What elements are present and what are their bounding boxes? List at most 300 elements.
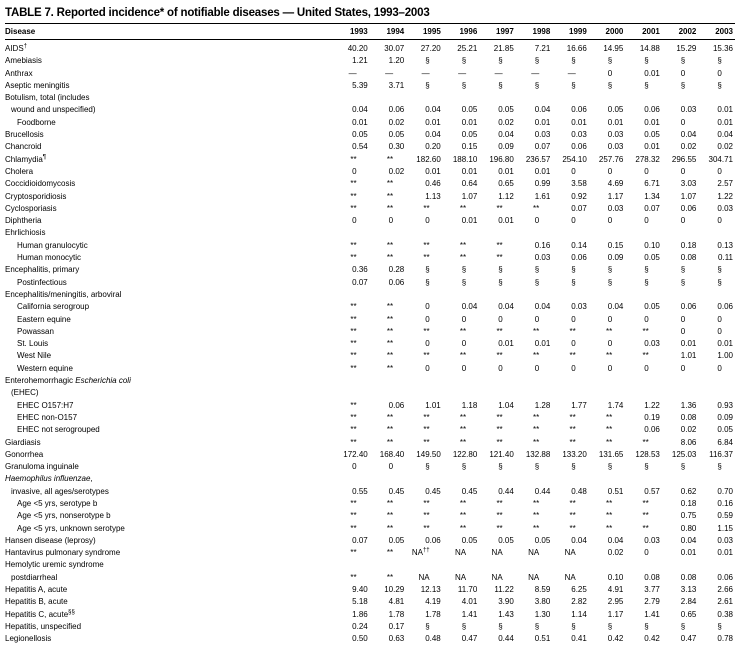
- value-cell: **: [386, 302, 394, 312]
- value-cell: **: [350, 240, 357, 250]
- value-cell: **: [569, 351, 576, 361]
- value-cell: 0.05: [607, 105, 624, 115]
- value-cell: 8.06: [680, 437, 697, 447]
- value-cell: **: [459, 425, 467, 435]
- value-cell: §: [607, 621, 613, 631]
- value-cell: 1.30: [534, 609, 551, 619]
- value-cell: 0: [498, 363, 503, 373]
- value-cell: §: [461, 56, 467, 66]
- value-cell: 0.64: [461, 179, 478, 189]
- value-cell: **: [386, 253, 394, 263]
- disease-label: Encephalitis, primary: [5, 265, 80, 275]
- disease-label: Botulism, total (includes: [5, 93, 90, 103]
- table-row: [5, 191, 735, 203]
- header-row: [5, 24, 735, 40]
- value-cell: 0.01: [607, 117, 624, 127]
- value-cell: §: [680, 80, 686, 90]
- table-row: [5, 424, 735, 436]
- value-cell: **: [386, 425, 394, 435]
- table-row: [5, 498, 735, 510]
- disease-label: Cyclosporiasis: [5, 203, 57, 213]
- value-cell: **: [605, 523, 613, 533]
- value-cell: 6.84: [717, 437, 733, 447]
- table-row: [5, 523, 735, 535]
- value-cell: 0.05: [461, 105, 478, 115]
- value-cell: 0.55: [352, 486, 368, 496]
- value-cell: 0.06: [388, 105, 405, 115]
- value-cell: —: [494, 68, 503, 78]
- value-cell: 0.03: [717, 203, 733, 213]
- value-cell: 0.70: [717, 486, 733, 496]
- value-cell: **: [642, 498, 649, 508]
- value-cell: 0.04: [498, 302, 514, 312]
- value-cell: 0.38: [717, 609, 733, 619]
- value-cell: 0.47: [680, 634, 697, 644]
- value-cell: 4.91: [607, 585, 624, 595]
- value-cell: 0.02: [680, 425, 697, 435]
- value-cell: 0.05: [644, 253, 660, 263]
- value-cell: §: [644, 56, 649, 66]
- disease-label: Coccidioidomycosis: [5, 179, 76, 189]
- value-cell: 0.04: [607, 535, 624, 545]
- disease-label: Hepatitis C, acute§§: [5, 609, 75, 619]
- column-header: 2002: [662, 24, 699, 40]
- value-cell: 0.08: [644, 572, 660, 582]
- value-cell: 0.02: [680, 142, 697, 152]
- value-cell: 6.25: [571, 585, 587, 595]
- value-cell: 0.18: [680, 240, 697, 250]
- table-row: [5, 117, 735, 129]
- value-cell: §: [717, 277, 722, 287]
- value-cell: 0.01: [680, 548, 697, 558]
- value-cell: 1.22: [717, 191, 733, 201]
- value-cell: **: [386, 412, 394, 422]
- value-cell: 296.55: [671, 154, 697, 164]
- value-cell: 0.15: [607, 240, 624, 250]
- value-cell: 0.05: [644, 130, 660, 140]
- value-cell: 0.92: [571, 191, 587, 201]
- incidence-table: [5, 24, 735, 646]
- value-cell: 149.50: [416, 449, 441, 459]
- value-cell: 0.04: [461, 302, 478, 312]
- value-cell: **: [532, 511, 540, 521]
- value-cell: 236.57: [525, 154, 551, 164]
- value-cell: **: [496, 412, 503, 422]
- value-cell: 0.06: [644, 105, 660, 115]
- value-cell: §: [571, 265, 576, 275]
- value-cell: **: [386, 314, 394, 324]
- value-cell: **: [350, 253, 357, 263]
- value-cell: 0.17: [388, 621, 405, 631]
- value-cell: 0.45: [388, 486, 405, 496]
- value-cell: 0.01: [352, 117, 368, 127]
- value-cell: 122.80: [452, 449, 478, 459]
- disease-label: EHEC not serogrouped: [17, 425, 100, 435]
- value-cell: **: [350, 572, 357, 582]
- disease-label: Hepatitis B, acute: [5, 597, 68, 607]
- value-cell: §: [498, 265, 503, 275]
- table-row: [5, 264, 735, 276]
- value-cell: §: [644, 621, 649, 631]
- value-cell: **: [496, 511, 503, 521]
- disease-label: Chlamydia¶: [5, 154, 47, 164]
- value-cell: **: [496, 326, 503, 336]
- value-cell: **: [532, 437, 540, 447]
- value-cell: §: [717, 621, 722, 631]
- value-cell: 0: [571, 314, 576, 324]
- table-row: [5, 154, 735, 166]
- value-cell: 0: [644, 548, 649, 558]
- table-row: [5, 129, 735, 141]
- value-cell: 1.74: [607, 400, 624, 410]
- table-row: [5, 92, 735, 104]
- value-cell: 3.80: [534, 597, 551, 607]
- value-cell: 0.06: [388, 277, 405, 287]
- value-cell: 0.08: [680, 412, 697, 422]
- value-cell: 0.04: [534, 105, 551, 115]
- value-cell: 0.01: [425, 117, 441, 127]
- value-cell: §: [425, 265, 430, 275]
- value-cell: 1.28: [534, 400, 551, 410]
- value-cell: §: [425, 56, 430, 66]
- value-cell: 0.44: [498, 486, 514, 496]
- value-cell: 0: [607, 314, 613, 324]
- value-cell: 0: [680, 117, 686, 127]
- value-cell: 0.30: [388, 142, 405, 152]
- value-cell: 0: [717, 216, 722, 226]
- value-cell: §: [680, 621, 686, 631]
- value-cell: 0.05: [352, 130, 368, 140]
- value-cell: **: [642, 511, 649, 521]
- value-cell: **: [496, 253, 503, 263]
- value-cell: 0.02: [388, 117, 405, 127]
- value-cell: 0: [571, 216, 576, 226]
- value-cell: 0.09: [717, 412, 733, 422]
- value-cell: §: [461, 80, 467, 90]
- disease-label: Hansen disease (leprosy): [5, 535, 96, 545]
- table-row: [5, 486, 735, 498]
- disease-label: wound and unspecified): [11, 105, 96, 115]
- value-cell: **: [350, 326, 357, 336]
- table-row: [5, 178, 735, 190]
- value-cell: 0.75: [680, 511, 697, 521]
- value-cell: —: [458, 68, 467, 78]
- disease-label: Amebiasis: [5, 56, 42, 66]
- value-cell: §: [571, 80, 576, 90]
- value-cell: 0: [461, 339, 467, 349]
- disease-label: Age <5 yrs, unknown serotype: [17, 523, 125, 533]
- value-cell: 0: [644, 216, 649, 226]
- value-cell: 0.01: [644, 142, 660, 152]
- value-cell: 196.80: [489, 154, 514, 164]
- value-cell: **: [386, 339, 394, 349]
- value-cell: 1.00: [717, 351, 733, 361]
- value-cell: 1.01: [680, 351, 697, 361]
- value-cell: 168.40: [379, 449, 405, 459]
- value-cell: 0.42: [644, 634, 660, 644]
- value-cell: 132.88: [525, 449, 551, 459]
- value-cell: **: [350, 339, 357, 349]
- value-cell: —: [385, 68, 394, 78]
- value-cell: 0.45: [425, 486, 441, 496]
- value-cell: 0: [717, 363, 722, 373]
- table-row: [5, 584, 735, 596]
- value-cell: 8.59: [534, 585, 551, 595]
- value-cell: 0.04: [571, 535, 587, 545]
- value-cell: **: [569, 326, 576, 336]
- value-cell: 0: [680, 216, 686, 226]
- value-cell: 0.06: [425, 535, 441, 545]
- value-cell: 0.05: [388, 535, 405, 545]
- value-cell: 0.01: [644, 117, 660, 127]
- table-row: [5, 363, 735, 375]
- value-cell: 21.85: [493, 44, 514, 53]
- value-cell: §: [571, 56, 576, 66]
- value-cell: 14.88: [639, 44, 660, 53]
- value-cell: 16.66: [566, 44, 587, 53]
- disease-label: Ehrlichiosis: [5, 228, 46, 238]
- value-cell: **: [350, 351, 357, 361]
- value-cell: 0.08: [680, 253, 697, 263]
- disease-label: AIDS†: [5, 43, 28, 53]
- value-cell: 1.14: [571, 609, 587, 619]
- table-row: [5, 104, 735, 116]
- value-cell: 0.02: [607, 548, 624, 558]
- value-cell: §: [571, 621, 576, 631]
- value-cell: §: [644, 277, 649, 287]
- value-cell: §: [607, 277, 613, 287]
- value-cell: 0.03: [607, 203, 624, 213]
- table-row: [5, 609, 735, 621]
- value-cell: §: [717, 56, 722, 66]
- disease-label: Human granulocytic: [17, 240, 88, 250]
- value-cell: 30.07: [384, 44, 405, 53]
- value-cell: 0.03: [571, 130, 587, 140]
- disease-label: Legionellosis: [5, 634, 52, 644]
- value-cell: §: [498, 80, 503, 90]
- value-cell: 1.18: [461, 400, 478, 410]
- value-cell: 0: [717, 326, 722, 336]
- value-cell: 0.01: [680, 339, 697, 349]
- value-cell: **: [350, 498, 357, 508]
- table-row: [5, 338, 735, 350]
- value-cell: §: [644, 462, 649, 472]
- table-row: [5, 203, 735, 215]
- value-cell: §: [461, 265, 467, 275]
- value-cell: 9.40: [352, 585, 368, 595]
- disease-label: Aseptic meningitis: [5, 80, 70, 90]
- value-cell: **: [350, 523, 357, 533]
- value-cell: 0.46: [425, 179, 441, 189]
- disease-label: (EHEC): [11, 388, 39, 398]
- table-row: [5, 412, 735, 424]
- value-cell: 0.01: [461, 117, 478, 127]
- value-cell: 25.21: [457, 44, 478, 53]
- value-cell: 0.44: [534, 486, 551, 496]
- value-cell: 0.03: [644, 339, 660, 349]
- value-cell: 0: [534, 314, 540, 324]
- value-cell: 15.29: [676, 44, 697, 53]
- table-row: [5, 535, 735, 547]
- value-cell: **: [386, 179, 394, 189]
- value-cell: 0.01: [644, 68, 660, 78]
- value-cell: 125.03: [671, 449, 697, 459]
- value-cell: 1.21: [352, 56, 368, 66]
- value-cell: 0.16: [717, 498, 733, 508]
- value-cell: 0.44: [498, 634, 514, 644]
- disease-label: Encephalitis/meningitis, arboviral: [5, 289, 122, 299]
- value-cell: **: [496, 437, 503, 447]
- value-cell: **: [459, 437, 467, 447]
- value-cell: 0.62: [680, 486, 697, 496]
- value-cell: §: [498, 621, 503, 631]
- value-cell: **: [386, 351, 394, 361]
- value-cell: **: [386, 523, 394, 533]
- value-cell: 1.07: [680, 191, 697, 201]
- value-cell: **: [459, 523, 467, 533]
- column-header: 1998: [516, 24, 553, 40]
- value-cell: **: [532, 351, 540, 361]
- value-cell: 0.57: [644, 486, 660, 496]
- value-cell: **: [459, 203, 467, 213]
- value-cell: **: [605, 351, 613, 361]
- value-cell: 0: [680, 363, 686, 373]
- value-cell: 0.16: [534, 240, 551, 250]
- value-cell: 0: [680, 166, 686, 176]
- value-cell: 0.02: [388, 166, 405, 176]
- value-cell: 0.03: [607, 130, 624, 140]
- value-cell: **: [532, 425, 540, 435]
- value-cell: §: [534, 277, 540, 287]
- value-cell: **: [459, 326, 467, 336]
- value-cell: §: [680, 462, 686, 472]
- value-cell: 0.51: [534, 634, 551, 644]
- table-row: [5, 68, 735, 80]
- value-cell: **: [350, 314, 357, 324]
- value-cell: 0: [571, 363, 576, 373]
- value-cell: §: [607, 80, 613, 90]
- value-cell: 1.17: [607, 609, 624, 619]
- value-cell: 0.07: [352, 277, 368, 287]
- column-header: 1994: [370, 24, 407, 40]
- table-row: [5, 227, 735, 239]
- value-cell: 0.18: [680, 498, 697, 508]
- value-cell: 0: [717, 68, 722, 78]
- value-cell: **: [459, 511, 467, 521]
- value-cell: 1.13: [425, 191, 441, 201]
- value-cell: 1.86: [352, 609, 368, 619]
- value-cell: 0: [644, 166, 649, 176]
- value-cell: 5.18: [352, 597, 368, 607]
- value-cell: **: [605, 498, 613, 508]
- value-cell: 0: [425, 363, 430, 373]
- value-cell: 0.80: [680, 523, 697, 533]
- value-cell: 0.05: [534, 535, 551, 545]
- value-cell: 5.39: [352, 80, 368, 90]
- value-cell: **: [386, 326, 394, 336]
- value-cell: 0: [680, 326, 686, 336]
- value-cell: **: [423, 511, 430, 521]
- value-cell: 0.03: [534, 253, 551, 263]
- value-cell: 0.93: [717, 400, 733, 410]
- value-cell: 0.01: [534, 166, 551, 176]
- disease-label: Western equine: [17, 363, 73, 373]
- value-cell: —: [348, 68, 357, 78]
- value-cell: §: [644, 80, 649, 90]
- value-cell: 0: [534, 363, 540, 373]
- value-cell: §: [680, 265, 686, 275]
- table-row: [5, 473, 735, 485]
- value-cell: 0.54: [352, 142, 368, 152]
- value-cell: **: [350, 302, 357, 312]
- value-cell: §: [534, 80, 540, 90]
- value-cell: **: [423, 523, 430, 533]
- value-cell: 0.01: [534, 117, 551, 127]
- table-row: [5, 572, 735, 584]
- value-cell: 0: [717, 314, 722, 324]
- value-cell: **: [350, 511, 357, 521]
- value-cell: 6.71: [644, 179, 660, 189]
- value-cell: **: [386, 511, 394, 521]
- table-row: [5, 510, 735, 522]
- value-cell: **: [386, 154, 394, 164]
- value-cell: 1.78: [425, 609, 441, 619]
- value-cell: 10.29: [384, 585, 405, 595]
- value-cell: 0: [352, 462, 357, 472]
- table-row: [5, 141, 735, 153]
- value-cell: 0.05: [498, 105, 514, 115]
- value-cell: 0.09: [607, 253, 624, 263]
- value-cell: 0.06: [388, 400, 405, 410]
- value-cell: 0: [680, 68, 686, 78]
- value-cell: **: [350, 400, 357, 410]
- value-cell: 0.01: [498, 166, 514, 176]
- value-cell: 2.66: [717, 585, 733, 595]
- value-cell: §: [534, 56, 540, 66]
- value-cell: 257.76: [598, 154, 624, 164]
- value-cell: §: [717, 462, 722, 472]
- value-cell: 0: [425, 314, 430, 324]
- value-cell: 0.05: [498, 535, 514, 545]
- value-cell: §: [498, 277, 503, 287]
- value-cell: 1.01: [425, 400, 441, 410]
- value-cell: **: [350, 191, 357, 201]
- value-cell: 0: [425, 339, 430, 349]
- disease-label: Human monocytic: [17, 253, 82, 263]
- value-cell: §: [425, 621, 430, 631]
- value-cell: **: [386, 572, 394, 582]
- value-cell: **: [605, 511, 613, 521]
- value-cell: 1.41: [644, 609, 660, 619]
- value-cell: 116.37: [709, 449, 733, 459]
- value-cell: **: [423, 326, 430, 336]
- value-cell: 0.41: [571, 634, 587, 644]
- value-cell: 0.06: [680, 203, 697, 213]
- value-cell: 4.69: [607, 179, 624, 189]
- value-cell: **: [386, 191, 394, 201]
- value-cell: **: [386, 437, 394, 447]
- value-cell: 1.07: [461, 191, 478, 201]
- value-cell: **: [642, 326, 649, 336]
- value-cell: 2.95: [607, 597, 624, 607]
- value-cell: NA: [491, 548, 503, 558]
- value-cell: **: [496, 240, 503, 250]
- value-cell: 0.06: [717, 572, 733, 582]
- value-cell: **: [569, 437, 576, 447]
- value-cell: §: [534, 462, 540, 472]
- value-cell: 14.95: [603, 44, 624, 53]
- value-cell: 0: [388, 462, 394, 472]
